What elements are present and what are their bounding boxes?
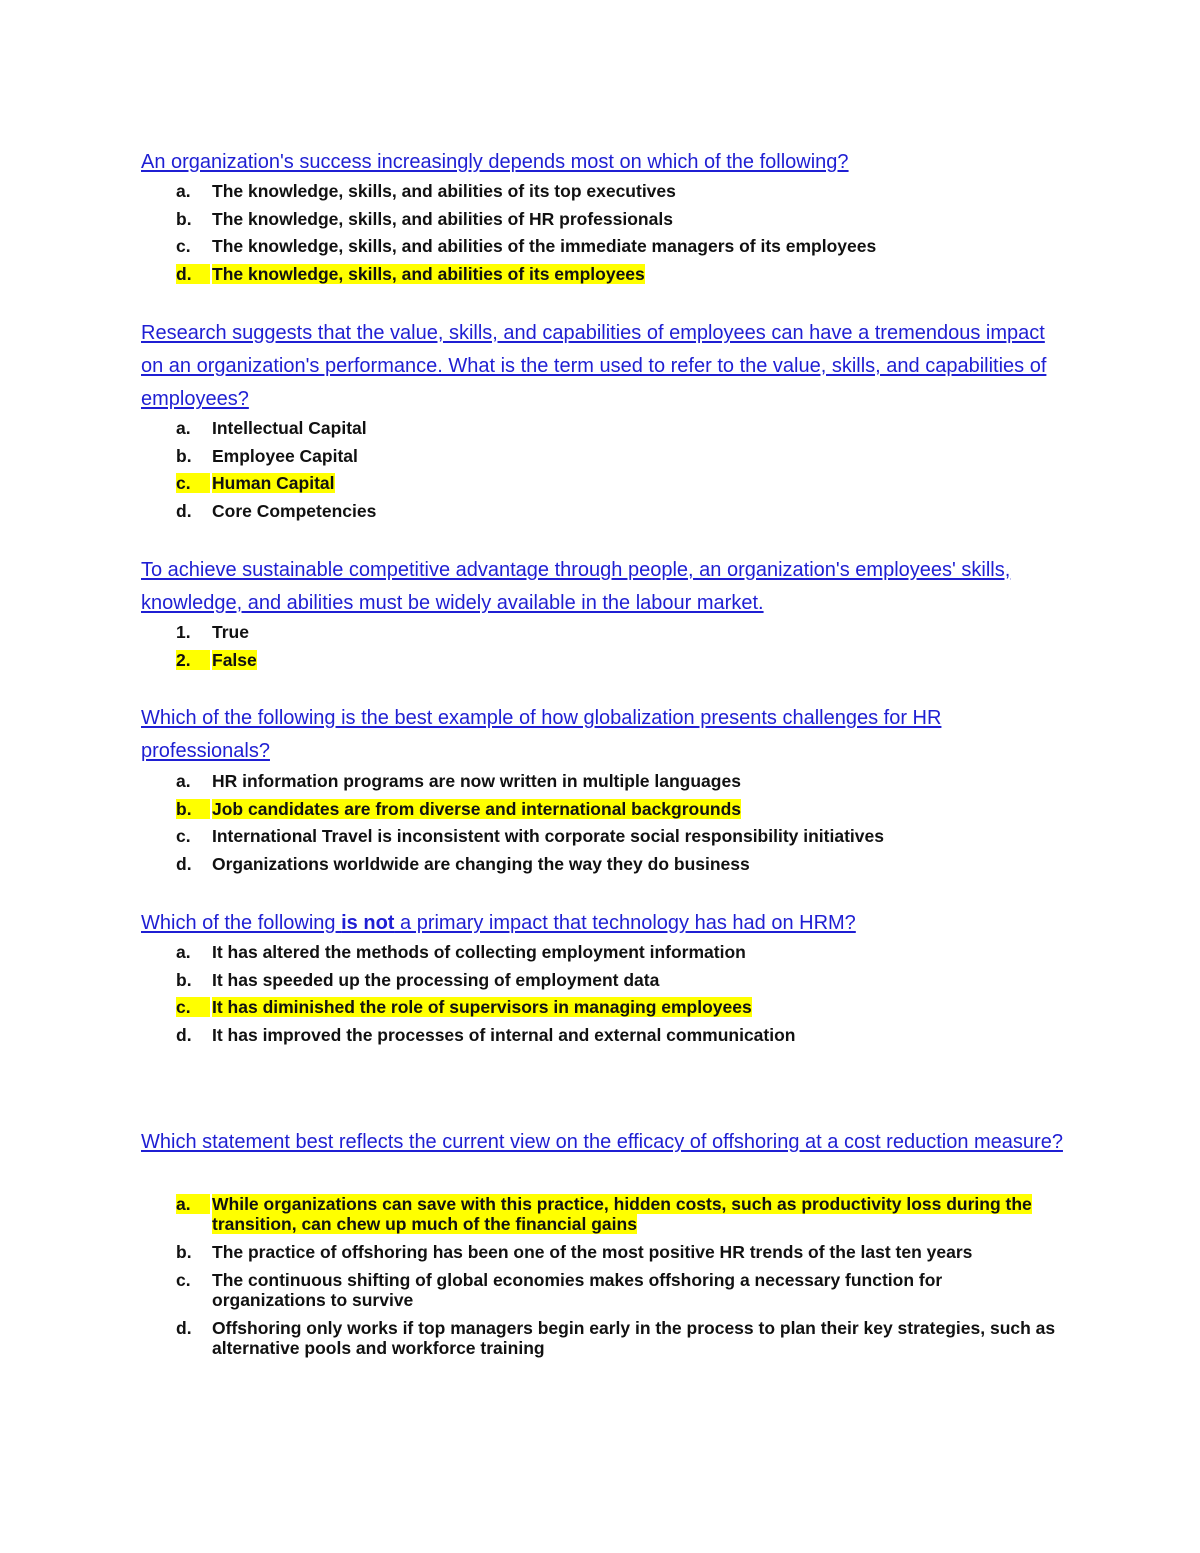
option-text: The practice of offshoring has been one of the most positive HR trends of the last ten years [212,1242,973,1262]
option-text: The knowledge, skills, and abilities of its employees [212,264,645,284]
answer-option-highlighted [176,997,1056,1017]
answer-option [176,826,1056,846]
option-text: It has speeded up the processing of employment data [212,970,660,990]
option-marker: 2. [176,650,210,670]
answer-option [176,418,1056,438]
option-marker: a. [176,1194,210,1214]
option-marker: a. [176,418,191,438]
option-text: True [212,622,249,642]
option-text: Core Competencies [212,501,377,521]
answer-option [176,1025,1056,1045]
option-marker: c. [176,826,191,846]
answer-option [176,771,1056,791]
answer-option [176,236,1056,256]
option-text: The knowledge, skills, and abilities of its top executives [212,181,676,201]
option-marker: c. [176,1270,191,1290]
question-1: An organization's success increasingly depends most on which of the following? [141,151,849,173]
option-marker: d. [176,1025,192,1045]
option-text: Job candidates are from diverse and international backgrounds [212,799,742,819]
answer-option [176,622,1056,642]
option-text: Intellectual Capital [212,418,367,438]
option-text: It has diminished the role of supervisors in managing employees [212,997,752,1017]
option-text: Organizations worldwide are changing the way they do business [212,854,750,874]
answer-option-highlighted [176,799,1056,819]
option-marker: b. [176,970,192,990]
question-3: To achieve sustainable competitive advantage through people, an organization's employees' skills, knowledge, and abilities must be widely available in the labour market. [141,559,1011,614]
answer-option [176,209,1056,229]
question-5-text-before: Which of the following [141,912,342,934]
option-marker: d. [176,1318,192,1338]
option-marker: d. [176,264,210,284]
option-marker: c. [176,473,210,493]
answer-option-highlighted [176,264,1056,284]
answer-option [176,1242,1056,1262]
question-6: Which statement best reflects the current view on the efficacy of offshoring at a cost reduction measure? [141,1131,1063,1153]
option-marker: a. [176,771,191,791]
option-marker: b. [176,209,192,229]
option-marker: a. [176,942,191,962]
question-5-text-after: a primary impact that technology has had on HRM? [394,912,856,934]
answer-option [176,1270,1056,1310]
option-marker: b. [176,446,192,466]
option-marker: d. [176,501,192,521]
option-text: Offshoring only works if top managers begin early in the process to plan their key strategies, such as alternative pools and workforce training [212,1318,1056,1358]
answer-option-highlighted [176,473,1056,493]
option-marker: c. [176,997,210,1017]
question-2: Research suggests that the value, skills, and capabilities of employees can have a tremendous impact on an organization's performance. What is the term used to refer to the value, skills, and capabilities of employees? [141,322,1047,410]
option-marker: b. [176,1242,192,1262]
option-marker: a. [176,181,191,201]
answer-option [176,181,1056,201]
option-marker: b. [176,799,210,819]
question-4: Which of the following is the best example of how globalization presents challenges for HR professionals? [141,707,942,762]
answer-option-highlighted [176,1194,1056,1234]
option-text: It has improved the processes of internal and external communication [212,1025,796,1045]
question-1-options [176,181,1056,284]
option-text: International Travel is inconsistent with corporate social responsibility initiatives [212,826,884,846]
answer-option [176,942,1056,962]
answer-option-highlighted [176,650,1056,670]
answer-option [176,1318,1056,1358]
option-text: The knowledge, skills, and abilities of HR professionals [212,209,673,229]
question-5 [141,907,1066,940]
answer-option [176,970,1056,990]
option-marker: 1. [176,622,191,642]
option-text: Human Capital [212,473,335,493]
option-text: It has altered the methods of collecting employment information [212,942,746,962]
option-marker: d. [176,854,192,874]
option-text: The knowledge, skills, and abilities of the immediate managers of its employees [212,236,877,256]
option-marker: c. [176,236,191,256]
option-text: False [212,650,257,670]
answer-option [176,501,1056,521]
option-text: The continuous shifting of global economies makes offshoring a necessary function for organizations to survive [212,1270,943,1310]
option-text: Employee Capital [212,446,358,466]
option-text: While organizations can save with this practice, hidden costs, such as productivity loss during the transition, can chew up much of the financial gains [212,1194,1032,1234]
answer-option [176,446,1056,466]
answer-option [176,854,1056,874]
option-text: HR information programs are now written in multiple languages [212,771,741,791]
question-5-emphasis: is not [341,912,395,934]
